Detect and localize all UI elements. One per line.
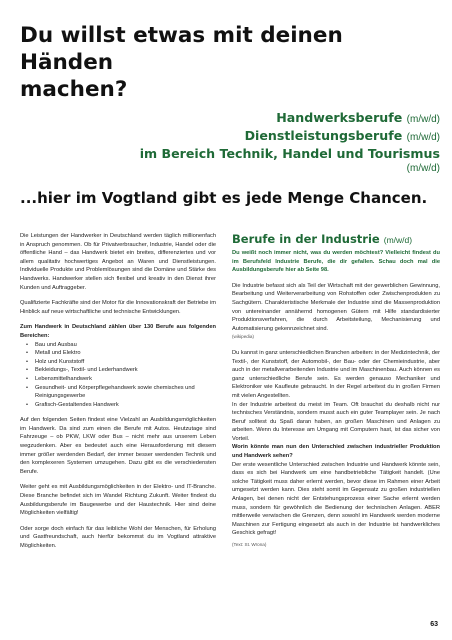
right-column (232, 232, 440, 557)
craft-areas-list (20, 341, 216, 410)
paragraph: Die Industrie befasst sich als Teil der Wirtschaft mit der gewerblichen Gewinnung, Bearbeitung und Weiterverarbeitung von Rohstoffen oder Zwischenprodukten zu Sachgütern. Charakteristische Merkmale der Industrie sind die Massenproduktion von untereinander annähernd homogenen Gütern mit Hilfe standardisierter Produktionsverfahren, die durch Arbeitsteilung, Mechanisierung und Automatisierung gekennzeichnet sind. (232, 282, 440, 332)
page-headline (20, 22, 440, 103)
list-item: • Bau und Ausbau (35, 341, 216, 350)
category-services: Dienstleistungsberufe (m/w/d) (244, 128, 440, 143)
question-heading: Worin könnte man nun den Unterschied zwischen industrieller Produktion und Handwerk sehen? (232, 444, 440, 460)
paragraph: Qualifizierte Fachkräfte sind der Motor für die Innovationskraft der Betriebe im Hinblick auf neue wirtschaftliche und technische Entwicklungen. (20, 300, 216, 315)
career-categories (140, 110, 440, 176)
section-title: Berufe in der Industrie (m/w/d) (232, 232, 413, 246)
paragraph: Oder sorge doch einfach für das leibliche Wohl der Menschen, für Erholung und Gastfreundschaft, auch hierfür bekommst du im Vogtland attraktive Möglichkeiten. (20, 525, 216, 549)
list-item: • Grafisch-Gestaltendes Handwerk (35, 401, 216, 410)
category-gender-suffix: (m/w/d) (406, 163, 440, 174)
author-note: (Text: St. Wrona) (232, 542, 267, 547)
left-column (20, 232, 216, 558)
page-number: 63 (430, 621, 438, 628)
paragraph: Die Leistungen der Handwerker in Deutschland werden täglich millionenfach in Anspruch genommen. Ob für Privatverbraucher, Industrie, Handel oder die öffentliche Hand – das Handwerk bietet ein breites, differenziertes und vor allem qualitativ hochwertiges Angebot an Waren und Dienstleistungen. Individuelle Produkte und Problemlösungen sind die Domäne und Stärke des Handwerks. Handwerker stellen sich flexibel und kreativ in den Dienst ihrer Kunden und Auftraggeber. (20, 233, 216, 291)
section-intro: Du weißt noch immer nicht, was du werden möchtest? Vielleicht findest du im Berufsfeld Industrie Berufe, die dir gefallen. Schau doch mal die Ausbildungsberufe hier ab Seite 98. (232, 250, 440, 274)
list-heading: Zum Handwerk in Deutschland zählen über 130 Berufe aus folgenden Bereichen: (20, 324, 216, 339)
category-technik-handel-tourismus: im Bereich Technik, Handel und Tourismus (139, 146, 440, 161)
list-item: • Bekleidungs-, Textil- und Lederhandwerk (35, 366, 216, 375)
list-item: • Metall und Elektro (35, 349, 216, 358)
paragraph: Du kannst in ganz unterschiedlichen Branchen arbeiten: in der Medizintechnik, der Textil-, der Kunststoff, der Automobil-, der Bau- oder der Chemieindustrie, aber auch in der metallverarbeitenden Industrie und im Maschinenbau. Auch können es ganz unterschiedliche Berufe sein. Es werden genauso Mechaniker und Elektroniker wie Kaufleute gebraucht. In der Regel arbeitest du in großen Firmen mit vielen Angestellten. (232, 349, 440, 399)
paragraph: Weiter geht es mit Ausbildungsmöglichkeiten in der Elektro- und IT-Branche. Diese Branche befindet sich im Wandel Richtung Zukunft. Weiter findest du Ausbildungsberufe im Baugewerbe und der Haustechnik. Hier sind deine Möglichkeiten vielfältig! (20, 484, 216, 517)
source-note: (wikipedia) (232, 334, 254, 340)
headline-line-1: Du willst etwas mit deinen Händen (20, 23, 343, 75)
paragraph: Der erste wesentliche Unterschied zwischen Industrie und Handwerk könnte sein, dass es sich bei Handwerk um eine handbetriebliche Tätigkeit handelt. (Une solche Tätigkeit muss daher erlernt werden, bevor diese im Rahmen einer Arbeit umgesetzt werden kann. Dies steht somit im Gegensatz zu großen industriellen Anlagen, bei denen nicht der Entstehungsprozess einer Sache erlernt werden muss, sondern für gewöhnlich die Bedienung der technischen Anlagen. ABER mittlerweile verwischen die Grenzen, denn sowohl im Handwerk werden moderne Maschinen zur Fertigung eingesetzt als auch in der Industrie ist handwerkliches Geschick gefragt! (232, 461, 440, 537)
paragraph: Auf den folgenden Seiten findest eine Vielzahl an Ausbildungsmöglichkeiten im Handwerk. Da sind zum einen die Berufe mit Autos. Heutzutage sind Fahrzeuge – ob PKW, LKW oder Bus – nicht mehr aus unserem Leben wegzudenken. Aber es bedeutet auch eine Herausforderung mit diesem immer größer werdenden Bedarf, der immer besser werdenden Technik und den komplexeren Systemen umzugehen. Dazu gibt es die verschiedensten Berufe. (20, 417, 216, 475)
list-item: • Lebensmittelhandwerk (35, 375, 216, 384)
paragraph: In der Industrie arbeitest du meist im Team. Oft brauchst du deshalb nicht nur technisches Verständnis, sondern musst auch ein guter Teamplayer sein. Je nach Beruf solltest du Spaß daran haben, an großen Maschinen und Anlagen zu arbeiten. Wenn du Interesse am Umgang mit Computern hast, ist das sicher von Vorteil. (232, 401, 440, 442)
list-item: • Holz und Kunststoff (35, 358, 216, 367)
tagline: ...hier im Vogtland gibt es jede Menge Chancen. (20, 189, 428, 207)
headline-line-2: machen? (20, 77, 128, 102)
list-item: • Gesundheit- und Körperpflegehandwerk sowie chemisches und Reinigungsgewerbe (35, 384, 216, 401)
category-crafts: Handwerksberufe (m/w/d) (276, 110, 440, 125)
